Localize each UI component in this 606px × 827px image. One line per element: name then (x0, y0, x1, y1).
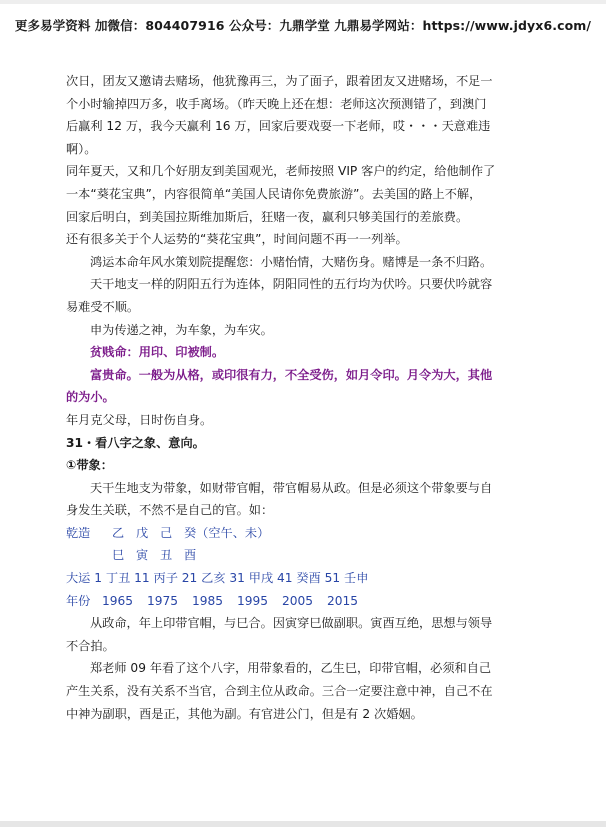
paragraph-line: 年月克父母，日时伤自身。 (66, 412, 213, 427)
bazi-branch: 寅 (136, 548, 149, 563)
bazi-stem: 戊 (136, 525, 149, 540)
page-top-border (0, 0, 606, 4)
bazi-gender-label: 乾造 (66, 525, 91, 540)
paragraph-line: 一本“葵花宝典”，内容很简单“美国人民请你免费旅游”。去美国的路上不解， (66, 186, 482, 201)
paragraph-line: 啊）。 (66, 141, 97, 156)
bazi-year: 1965 (102, 593, 134, 608)
paragraph-line: 中神为副职，酉是正，其他为副。有官进公门，但是有 2 次婚姻。 (66, 706, 423, 721)
bazi-stems-row (66, 522, 512, 545)
bazi-branches-row (66, 544, 512, 567)
bazi-branch: 巳 (112, 548, 125, 563)
document-body (66, 70, 512, 725)
bazi-year: 2015 (327, 593, 359, 608)
paragraph-line: 申为传递之神，为车象，为车灾。 (90, 322, 273, 337)
paragraph-line: 不合拍。 (66, 638, 115, 653)
paragraph-line: 后赢利 12 万，我今天赢利 16 万，回家后要戏耍一下老师，哎・・・天意难违 (66, 119, 491, 134)
paragraph-line: 易难受不顺。 (66, 299, 140, 314)
paragraph-line: 天干地支一样的阴阳五行为连体，阴阳同性的五行均为伏吟。只要伏吟就容 (90, 277, 493, 292)
bazi-year: 1985 (192, 593, 224, 608)
bazi-stem: 己 (160, 525, 173, 540)
paragraph-line: 个小时输掉四万多，收手离场。（昨天晚上还在想：老师这次预测错了，到澳门 (66, 96, 487, 111)
subsection-heading: ①带象： (66, 458, 113, 473)
paragraph-line: 产生关系，没有关系不当官，合到主位从政命。三合一定要注意中神，自己不在 (66, 684, 493, 699)
rich-fate-rule-continued: 的为小。 (66, 390, 115, 405)
paragraph-line: 次日，团友又邀请去赌场，他犹豫再三，为了面子，跟着团友又进赌场，不足一 (66, 74, 493, 88)
paragraph-line: 身发生关联，不然不是自己的官。如： (66, 503, 274, 518)
paragraph-line: 从政命，年上印带官帽，与巳合。因寅穿巳做副职。寅酉互绝，思想与领导 (90, 616, 493, 631)
page-bottom-border (0, 821, 606, 827)
paragraph-line: 郑老师 09 年看了这个八字，用带象看的，乙生巳，印带官帽，必须和自己 (90, 661, 492, 676)
page-header-banner: 更多易学资料 加微信：804407916 公众号：九鼎学堂 九鼎易学网站：https://www.jdyx6.com/ (14, 18, 592, 33)
bazi-dayun-row: 大运 1 丁丑 11 丙子 21 乙亥 31 甲戌 41 癸酉 51 壬申 (66, 571, 369, 586)
bazi-branch: 酉 (184, 548, 197, 563)
paragraph-line: 同年夏天，又和几个好朋友到美国观光，老师按照 VIP 客户的约定，给他制作了 (66, 164, 496, 179)
rich-fate-rule: 富贵命。一般为从格，或印很有力，不全受伤，如月令印。月令为大，其他 (90, 367, 493, 382)
paragraph-line: 回家后明白，到美国拉斯维加斯后，狂赌一夜，赢利只够美国行的差旅费。 (66, 209, 469, 224)
paragraph-line: 还有很多关于个人运势的“葵花宝典”，时间问题不再一一列举。 (66, 232, 408, 247)
bazi-year: 2005 (282, 593, 314, 608)
bazi-years-row (66, 590, 512, 613)
bazi-year-label: 年份 (66, 593, 91, 608)
paragraph-line: 天干生地支为带象，如财带官帽，带官帽易从政。但是必须这个带象要与自 (90, 480, 493, 495)
poor-fate-rule: 贫贱命：用印、印被制。 (90, 345, 225, 360)
bazi-year: 1995 (237, 593, 269, 608)
bazi-stem: 癸（空午、未） (184, 525, 270, 540)
section-heading: 31・看八字之象、意向。 (66, 435, 205, 450)
reminder-line: 鸿运本命年风水策划院提醒您：小赌怡情，大赌伤身。赌博是一条不归路。 (90, 254, 493, 269)
bazi-branch: 丑 (160, 548, 173, 563)
bazi-year: 1975 (147, 593, 179, 608)
bazi-stem: 乙 (112, 525, 125, 540)
